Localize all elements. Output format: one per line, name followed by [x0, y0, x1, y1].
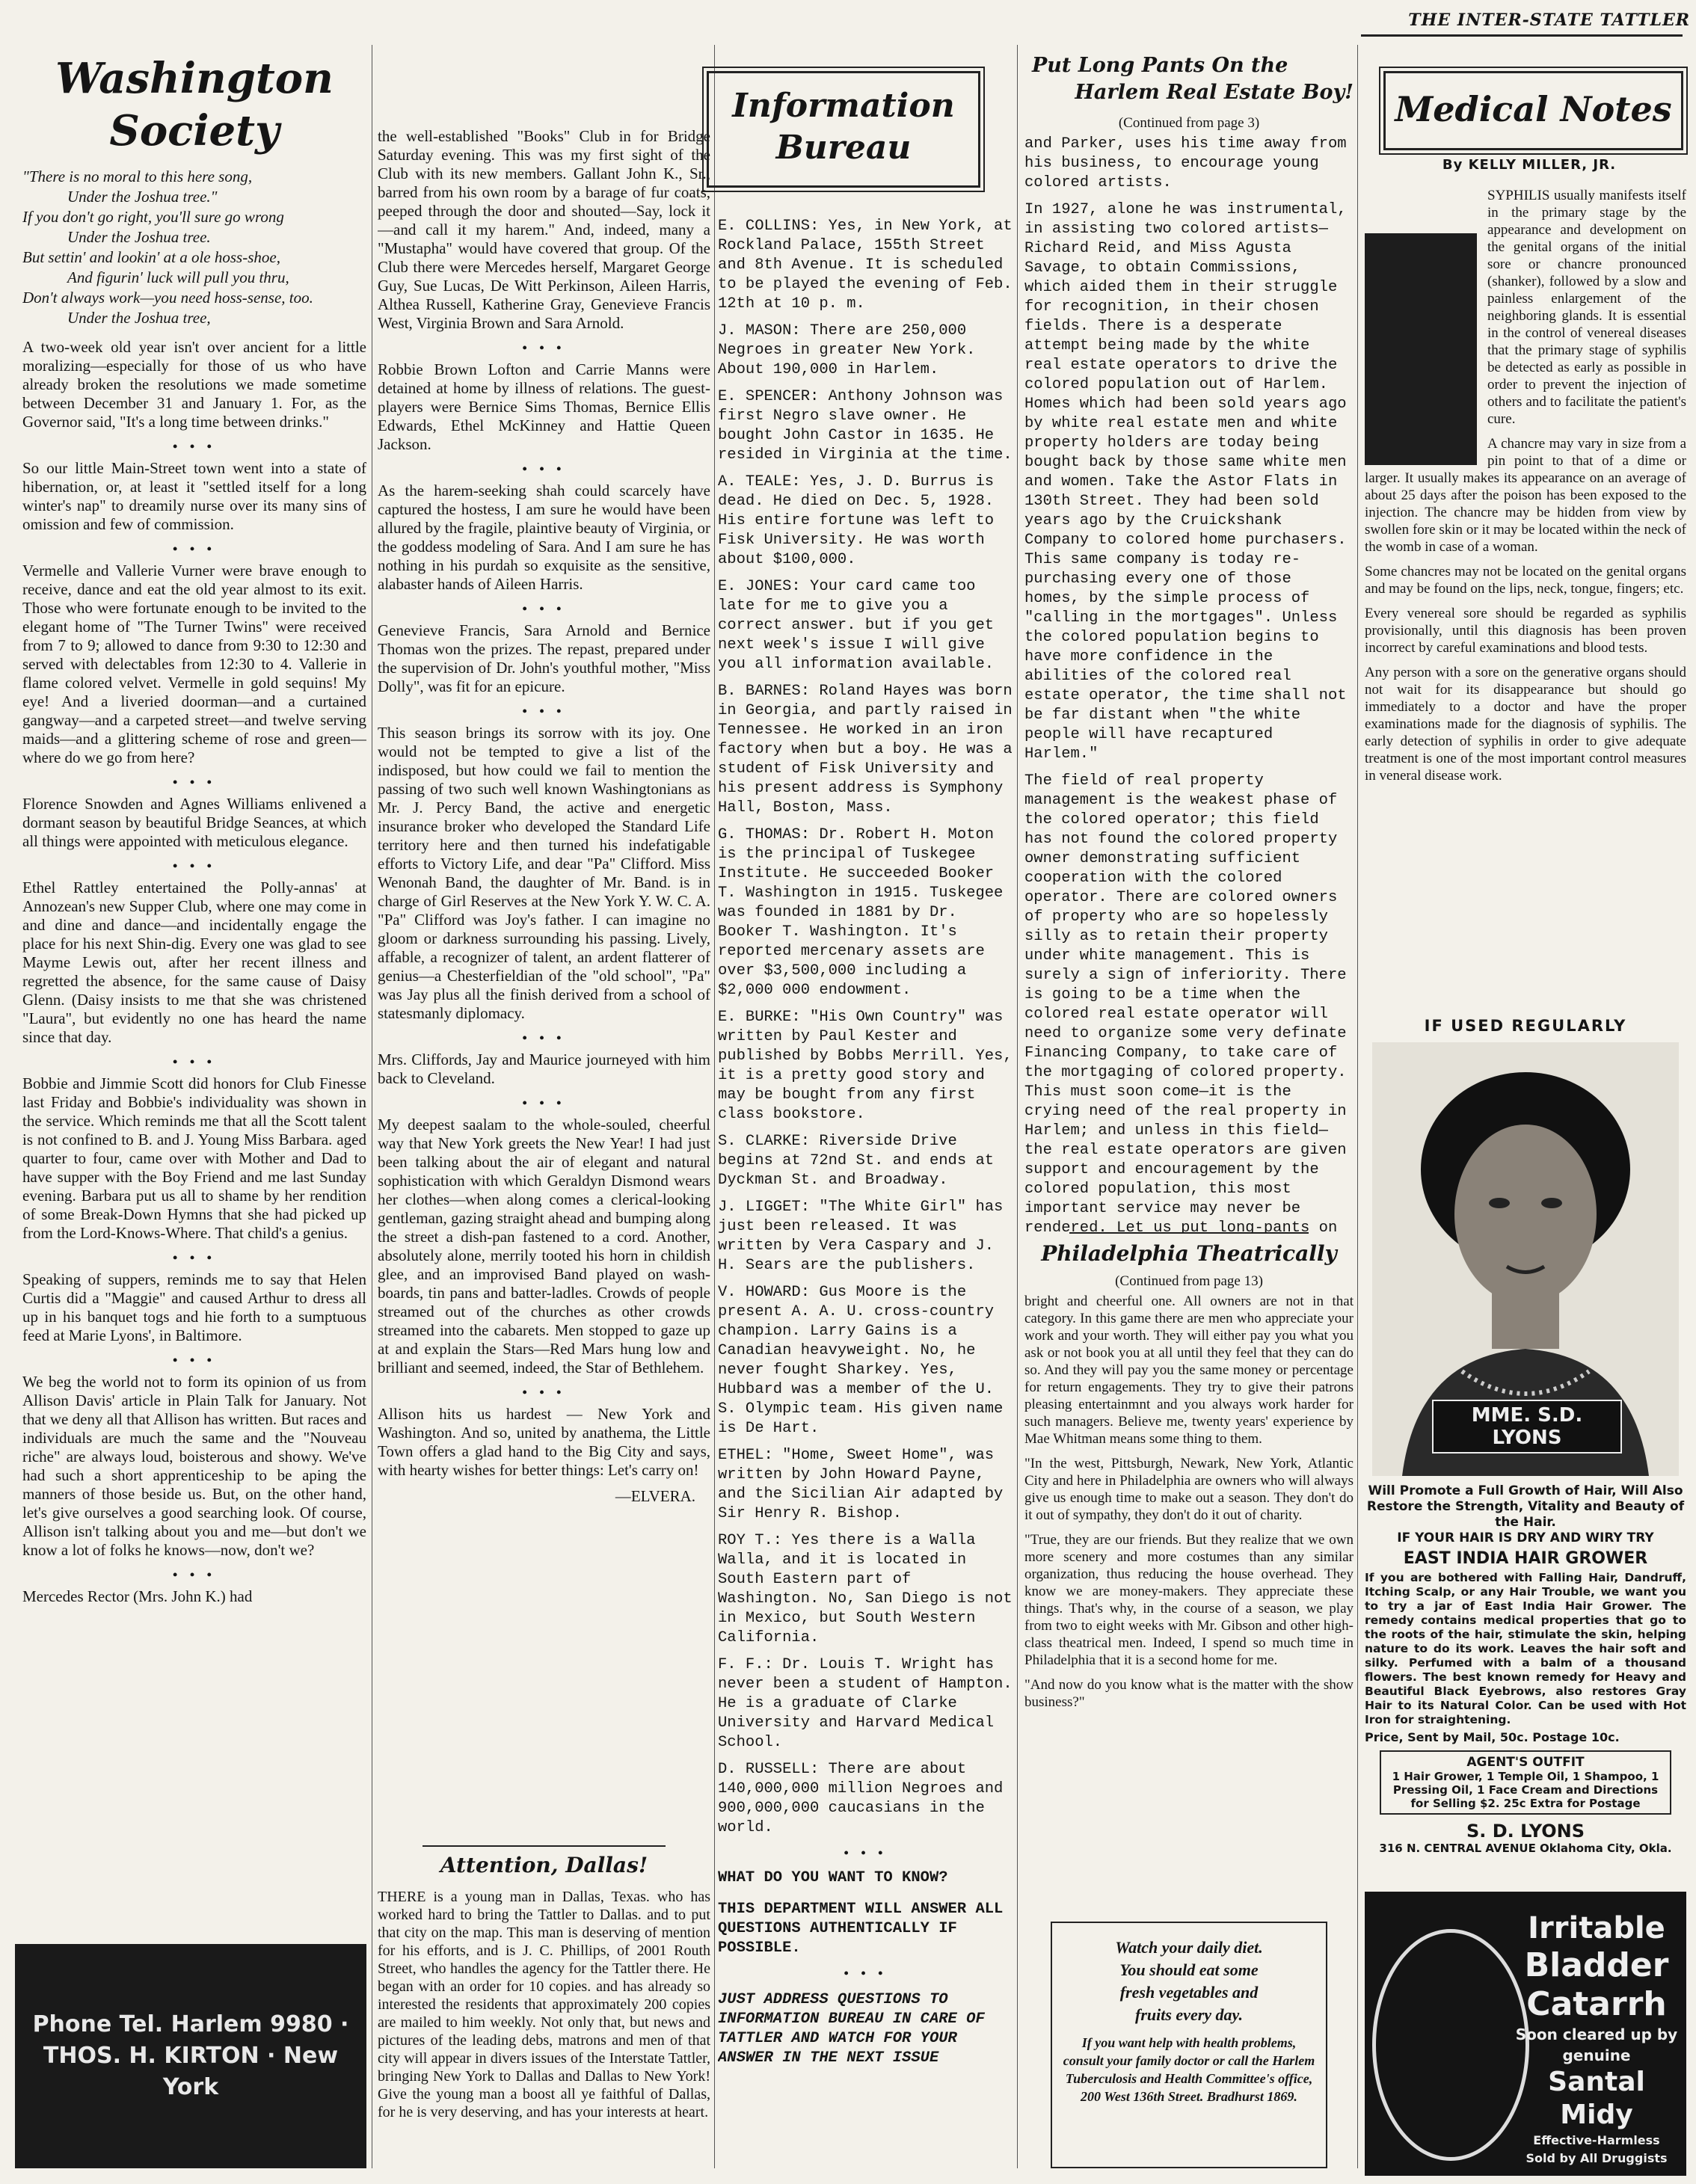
bureau-entry: D. RUSSELL: There are about 140,000,000 million Negroes and 900,000,000 caucasians in the world.: [718, 1761, 1004, 1836]
washington-society-headline: Washington Society: [55, 54, 334, 156]
section-stars: • • •: [522, 1385, 566, 1400]
society-paragraph: Ethel Rattley entertained the Polly-annas' at Annozean's new Supper Club, where one may come in and dine and dance—and incidentally engage the place for his next Shin-dig. Every one was glad to see Mayme Lewis out, after her recent illness and regretted the absence, for the same cause of Daisy Glenn. (Daisy insists to me that she was christened "Laura", but evidently no one has heard the name since that day.: [22, 879, 366, 1046]
dallas-headline: Attention, Dallas!: [440, 1853, 648, 1877]
bureau-entry: E. COLLINS: Yes, in New York, at Rockland Palace, 155th Street and 8th Avenue. It is scheduled to be played the evening of Feb. 12th at 10 p. m.: [718, 218, 1013, 313]
poem-line: But settin' and lookin' at a ole hoss-shoe,: [22, 248, 280, 266]
information-bureau-entries: [718, 217, 1013, 1838]
kirton-ad-text: Phone Tel. Harlem 9980 · THOS. H. KIRTON · New York: [32, 2011, 349, 2100]
poem: [22, 167, 366, 327]
signature: —ELVERA.: [615, 1487, 695, 1505]
outfit-title: AGENT'S OUTFIT: [1466, 1755, 1585, 1770]
philadelphia-paragraph: bright and cheerful one. All owners are not in that category. In this game there are men who appreciate your work and your worth. They will either pay you what you ask or not book you at all until they feel that they can do so. And they will pay you the same money or percentage for return engagements. They try to give their patrons pleasing entertainmnt and you always work harder for such managers. Believe me, twenty years' experience by Mae Whitman means some thing to them.: [1024, 1294, 1354, 1447]
poem-line: Under the Joshua tree,: [67, 309, 211, 327]
bureau-entry: V. HOWARD: Gus Moore is the present A. A. U. cross-country champion. Larry Gains is a Canadian heavyweight. No, he never fought Sharkey. Yes, Hubbard was a member of the U. S. Olympic team. His given name is De Hart.: [718, 1284, 1004, 1437]
medical-notes-headbox: [1383, 71, 1683, 150]
information-bureau-headbox: [707, 71, 980, 188]
society-paragraph: the well-established "Books" Club in for Bridge Saturday evening. This was my first sight of the Club with its new members. Gallant John K., Sr., barred from his own room by a barage of fur coats, peeped through the door and shouted—Say, lock it—and call it my harem." And, indeed, many a "Mustapha" would have covered that group. Of the Club there were Mercedes herself, Margaret George Guy, Sue Lucas, De Witt Perkinson, Aileen Harris, Althea Russell, Katherine Gray, Genevieve Francis West, Virginia Brown and Sara Arnold.: [378, 127, 710, 332]
section-stars: • • •: [173, 858, 216, 873]
poem-line: If you don't go right, you'll sure go wrong: [22, 208, 284, 226]
column-divider: [1017, 45, 1018, 2168]
column-information-bureau: [718, 217, 1013, 2168]
section-stars: • • •: [844, 1845, 888, 1860]
lyons-name-plate: MME. S.D. LYONS: [1432, 1400, 1622, 1454]
bladder-ad-line: Catarrh: [1526, 1985, 1667, 2023]
section-stars: • • •: [173, 775, 216, 790]
real-estate-paragraph: and Parker, uses his time away from his business, to encourage young colored artists.: [1024, 135, 1347, 191]
bladder-ad-text: [1514, 1910, 1679, 2168]
ad-company: S. D. LYONS: [1466, 1821, 1585, 1842]
bureau-entry: G. THOMAS: Dr. Robert H. Moton is the principal of Tuskegee Institute. He succeeded Booker T. Washington in 1915. Tuskegee was founded in 1881 by Dr. Booker T. Washington. It's reported mercenary assets are over $3,500,000 including a $2,000 000 endowment.: [718, 826, 1004, 999]
section-stars: • • •: [173, 541, 216, 556]
section-stars: • • •: [522, 1030, 566, 1045]
philly-rule: [1069, 1232, 1309, 1234]
health-line: fruits every day.: [1135, 2005, 1243, 2024]
society-paragraph: Robbie Brown Lofton and Carrie Manns were detained at home by illness of relations. The guest-players were Bernice Sims Thomas, Bernice Ellis Edwards, Ethel McKinney and Hattie Queen Jackson.: [378, 360, 710, 453]
health-line: If you want help with health problems, consult your family doctor or call the Harlem Tuberculosis and Health Committee's office, 200 West 136th Street. Bradhurst 1869.: [1063, 2035, 1315, 2104]
column-medical-notes: [1365, 187, 1686, 1009]
philadelphia-paragraph: "And now do you know what is the matter with the show business?": [1024, 1677, 1354, 1710]
bureau-entry: J. MASON: There are 250,000 Negroes in greater New York. About 190,000 in Harlem.: [718, 322, 976, 378]
column-harlem-real-estate: [1024, 52, 1354, 1234]
medical-paragraph: SYPHILIS usually manifests itself in the primary stage by the appearance and development on the genital organs of the initial sore or chancre pronounced (shanker), followed by a slow and painless enlargement of the neighboring glands. It is essential in the control of venereal diseases that the primary stage of syphilis be detected as early as possible in order to prevent the injection of others and to facilitate the patient's cure.: [1487, 188, 1686, 427]
real-estate-body: [1024, 135, 1354, 1234]
society-continued-body: [378, 127, 710, 1480]
information-bureau-title-1: Information: [732, 87, 955, 125]
column-washington-society: [22, 52, 366, 1907]
ad-top-text: IF USED REGULARLY: [1424, 1017, 1627, 1035]
poem-line: Under the Joshua tree.": [67, 188, 218, 206]
column-divider: [714, 45, 715, 2168]
society-paragraph: Mercedes Rector (Mrs. John K.) had: [22, 1587, 253, 1605]
health-line: fresh vegetables and: [1119, 1983, 1259, 2002]
section-stars: • • •: [522, 461, 566, 476]
section-stars: • • •: [173, 1353, 216, 1368]
section-stars: • • •: [173, 1054, 216, 1069]
philadelphia-paragraph: "True, they are our friends. But they realize that we own more scenery and more costumes than any similar organization, thus reducing the house overhead. They know we are money-makers. They appreciate these things. That's why, in the course of a season, we play from two to eight weeks with Mr. Gibson and other high-class theatrical men. Indeed, I spend so much time in Philadelphia that it is a second home for me.: [1024, 1532, 1354, 1668]
health-box-text: [1063, 1937, 1315, 2105]
bureau-entry: E. BURKE: "His Own Country" was written by Paul Kester and published by Bobbs Merrill. Yes, it is a pretty good story and may be bought from any first class bookstore.: [718, 1009, 1013, 1123]
medical-notes-headline: Medical Notes: [1395, 89, 1672, 129]
real-estate-paragraph: In 1927, alone he was instrumental, in assisting two colored artists—Richard Reid, and Miss Agusta Savage, to obtain Commissions, which aided them in their struggle for recognition, in their chosen fields. There is a desperate attempt being made by the white real estate operators to drive the colored population out of Harlem. Homes which had been sold years ago by white real estate men and white property holders are today being bought back by those same white men and women. Take the Astor Flats in 130th Street. They had been sold years ago by the Cruickshank Company to colored home purchasers. This same company is today re-purchasing every one of those homes, by the simple process of "calling in the mortgages". Unless the colored population begins to have more confidence in the abilities of the colored real estate operator, the time shall not be far distant when "the white people will have recaptured Harlem.": [1024, 201, 1347, 763]
column-divider: [1357, 45, 1358, 2168]
bladder-ad: [1365, 1892, 1686, 2176]
society-paragraph: This season brings its sorrow with its joy. One would not be tempted to give a list of the indisposed, but how could we fail to mention the passing of two such well known Washingtonians as Mr. J. Percy Band, the active and energetic insurance broker who developed the Standard Life territory here and then turned his indefatigable efforts to Victory Life, and dear "Pa" Clifford. Miss Wenonah Band, the daughter of Mr. Band. is in charge of Girl Reserves at the New York Y. W. C. A. "Pa" Clifford was Joy's father. I can imagine no gloom or darkness surrounding his passing. Lively, affable, a recognizer of talent, an ardent flatterer of genius—a Chesterfieldian of the "old school", "Pa" was Jay plus all the finish derived from a school of statesmanly diplomacy.: [378, 724, 710, 1022]
poem-line: "There is no moral to this here song,: [22, 167, 253, 185]
section-stars: • • •: [522, 704, 566, 719]
bladder-ad-line: Irritable: [1528, 1911, 1665, 1945]
bureau-entry: J. LIGGET: "The White Girl" has just been released. It was written by Vera Caspary and J. H. Sears are the publishers.: [718, 1199, 1004, 1274]
philadelphia-headline: Philadelphia Theatrically: [1041, 1241, 1337, 1266]
section-stars: • • •: [522, 340, 566, 355]
society-paragraph: Genevieve Francis, Sara Arnold and Bernice Thomas won the prizes. The repast, prepared under the supervision of Dr. John's youthful mother, "Miss Dolly", was fit for an epicure.: [378, 621, 710, 695]
agent-outfit-box: [1380, 1750, 1671, 1815]
medical-paragraph: A chancre may vary in size from a pin point to that of a dime or larger. It usually makes its appearance on an average of about 25 days after the poison has been exposed to the injection. The chancre may be hidden from view by swollen fore skin or it may be located within the neck of the womb in case of a woman.: [1365, 436, 1686, 555]
real-estate-headline-1: Put Long Pants On the: [1032, 54, 1288, 77]
medical-paragraph: Every venereal sore should be regarded as syphilis provisionally, until this diagnosis has been proven incorrect by careful examinations and blood tests.: [1365, 606, 1686, 656]
dallas-text: THERE is a young man in Dallas, Texas. who has worked hard to bring the Tattler to Dallas. and to put that city on the map. This man is deserving of mention for his efforts, and is J. C. Phillips, of 2001 Routh Street, who handles the agency for the Tattler there. He began with an order for 10 copies. and has already so interested the residents that approximately 200 copies are mailed to him weekly. Not only that, but news and pictures of the leading debs, matrons and men of that city will appear in divers issues of the Interstate Tattler, bringing New York to Dallas and Dallas to New York! Give the young man a boost all ye faithful of Dallas, for he is very deserving, and has your interests at heart.: [378, 1889, 710, 2120]
bureau-entry: E. SPENCER: Anthony Johnson was first Negro slave owner. He bought John Castor in 1635. He resided in Virginia at the time.: [718, 388, 1013, 464]
philadelphia-continued: (Continued from page 13): [1115, 1273, 1263, 1289]
ad-product: EAST INDIA HAIR GROWER: [1403, 1549, 1648, 1568]
real-estate-paragraph: The field of real property management is the weakest phase of the colored operator; this field has not found the colored property owner demonstrating sufficient cooperation with the colored operator. There are colored owners of property who are so hopelessly silly as to retain their property under white management. This is surely a sign of inferiority. There is going to be a time when the colored real estate operator will need to organize some very definate Financing Company, to take care of the mortgaging of colored property. This must soon come—it is the crying need of the real property in Harlem; and unless in this field—the real estate operators are given support and encouragement by the colored population, this most important service may never be rendered. Let us put long-pants on: [1024, 772, 1347, 1234]
ad-body: If you are bothered with Falling Hair, Dandruff, Itching Scalp, or any Hair Trouble, we want you to try a jar of East India Hair Grower. The remedy contains medical properties that go to the roots of the hair, stimulate the skin, helping nature to do its work. Leaves the hair soft and silky. Perfumed with a balm of a thousand flowers. The best known remedy for Heavy and Beautiful Black Eyebrows, also restores Gray Hair to its Natural Color. Can be used with Hot Iron for straightening.: [1365, 1571, 1686, 1726]
medical-notes-byline: By KELLY MILLER, JR.: [1442, 157, 1617, 173]
philadelphia-body: [1024, 1293, 1354, 1711]
society-paragraph: My deepest saalam to the whole-souled, cheerful way that New York greets the New Year! I had just been talking about the air of elegant and natural sophistication with which Geraldyn Dismond wears her clothes—when along comes a clerical-looking gentleman, gazing straight ahead and bumping along the street a dish-pan fastened to a cord. Another, absolutely alone, merrily tooted his horn in childish glee, and an improvised Band played on wash-boards, tin pans and batter-ladles. Crowds of people streamed out of the churches as other crowds streamed into the cabarets. Men stopped to gaze up at and explain the Stars—Red Mars hung low and brilliant and seemed, indeed, the Star of Bethlehem.: [378, 1116, 710, 1376]
kirton-ad: [15, 1944, 366, 2168]
poem-line: Don't always work—you need hoss-sense, too.: [22, 289, 313, 307]
society-paragraph: We beg the world not to form its opinion of us from Allison Davis' article in Plain Talk for January. Not that we deny all that Allison has written. But races and individuals are much the same and the "Nouveau riche" are always loud, boisterous and showy. We've had such a short apprenticeship to be aping the manners of those beside us. But, on the other hand, let's give ourselves a good searching look. Of course, Allison isn't talking about you and me—but don't we know a lot of folks he knows—now, don't we?: [22, 1373, 366, 1559]
ad-dry: IF YOUR HAIR IS DRY AND WIRY TRY: [1397, 1531, 1654, 1545]
ad-promise: Will Promote a Full Growth of Hair, Will Also Restore the Strength, Vitality and Beauty of the Hair.: [1366, 1483, 1685, 1530]
section-stars: • • •: [522, 601, 566, 616]
health-line: You should eat some: [1119, 1960, 1259, 1979]
section-stars: • • •: [522, 1095, 566, 1110]
medical-paragraph: Some chancres may not be located on the genital organs and may be found on the lips, neck, tongue, fingers; etc.: [1365, 564, 1686, 597]
want-to-know: WHAT DO YOU WANT TO KNOW?: [718, 1869, 948, 1886]
bladder-ad-line: Soon cleared up by genuine: [1515, 2025, 1678, 2064]
philadelphia-article: [1024, 1226, 1354, 1884]
bladder-clock-shape: [1372, 1929, 1529, 2161]
poem-line: And figurin' luck will pull you thru,: [67, 268, 289, 286]
section-stars: • • •: [173, 439, 216, 454]
lyons-ad: [1365, 1017, 1686, 1877]
society-paragraph: As the harem-seeking shah could scarcely have captured the hostess, I am sure he would have been allured by the fragile, plaintive beauty of Virginia, or the goddess modeling of Sara. And I am sure he has nothing in his purdah so exquisite as the sensitive, alabaster hands of Aileen Harris.: [378, 482, 710, 593]
society-paragraph: Allison hits us hardest — New York and Washington. And so, united by anathema, the Little Town offers a glad hand to the Big City and says, with hearty wishes for better things: Let's carry on!: [378, 1405, 710, 1479]
masthead: THE INTER-STATE TATTLER: [1408, 10, 1690, 30]
information-bureau-title-2: Bureau: [775, 129, 912, 167]
section-stars: • • •: [173, 1567, 216, 1582]
bureau-entry: F. F.: Dr. Louis T. Wright has never been a student of Hampton. He is a graduate of Clarke University and Harvard Medical School.: [718, 1656, 1013, 1751]
washington-society-body: [22, 338, 366, 1606]
society-paragraph: Florence Snowden and Agnes Williams enlivened a dormant season by beautiful Bridge Seances, at which all things were appointed with meticulous elegance.: [22, 795, 366, 850]
society-paragraph: So our little Main-Street town went into a state of hibernation, or, at least it "settled itself for a long winter's nap" to dreamily nurse over its many sins of omission and few of commission.: [22, 459, 366, 533]
outfit-body: 1 Hair Grower, 1 Temple Oil, 1 Shampoo, 1 Pressing Oil, 1 Face Cream and Directions for Selling $2. 25c Extra for Postage: [1392, 1770, 1659, 1810]
dallas-rule: [423, 1845, 666, 1847]
health-line: Watch your daily diet.: [1115, 1938, 1263, 1957]
bureau-entry: ETHEL: "Home, Sweet Home", was written by John Howard Payne, and the Sicilian Air adapted by Sir Henry R. Bishop.: [718, 1447, 1004, 1522]
bureau-entry: B. BARNES: Roland Hayes was born in Georgia, and partly raised in Tennessee. He worked in an iron factory when but a boy. He was a student of Fisk University and his present address is Symphony Hall, Boston, Mass.: [718, 683, 1013, 816]
poem-line: Under the Joshua tree.: [67, 228, 211, 246]
lyons-portrait: [1372, 1042, 1679, 1476]
bureau-entry: E. JONES: Your card came too late for me to give you a correct answer. but if you get next week's issue I will give you all information available.: [718, 578, 995, 673]
bladder-ad-line: Sold by All Druggists: [1526, 2151, 1668, 2165]
masthead-rule: [1361, 34, 1683, 37]
address-note: JUST ADDRESS QUESTIONS TO INFORMATION BUREAU IN CARE OF TATTLER AND WATCH FOR YOUR ANSWER IN THE NEXT ISSUE: [718, 1991, 985, 2067]
philadelphia-paragraph: "In the west, Pittsburgh, Newark, New York, Atlantic City and here in Philadelphia are owners who will always give us enough time to make out a season. They don't do it out of sympathy, they don't do it out of charity.: [1024, 1456, 1354, 1523]
society-paragraph: Speaking of suppers, reminds me to say that Helen Curtis did a "Maggie" and caused Arthur to dress all up in his banquet togs and hie forth to a sumptuous feed at Marie Lyons', in Baltimore.: [22, 1270, 366, 1344]
society-paragraph: Mrs. Cliffords, Jay and Maurice journeyed with him back to Cleveland.: [378, 1051, 710, 1087]
real-estate-headline-2: Harlem Real Estate Boy!: [1075, 81, 1354, 104]
department-note: THIS DEPARTMENT WILL ANSWER ALL QUESTIONS AUTHENTICALLY IF POSSIBLE.: [718, 1901, 1004, 1957]
dallas-article: [378, 1839, 710, 2176]
medical-paragraph: Any person with a sore on the generative organs should not wait for its disappearance but should go immediately to a doctor and have the proper examinations made for the diagnosis of syphilis. The early detection of syphilis in order to give adequate treatment is one of the most important control measures in veneral disease work.: [1365, 665, 1686, 784]
society-paragraph: Bobbie and Jimmie Scott did honors for Club Finesse last Friday and Bobbie's individuality was shown in the service. Which reminds me that all the Scott talent is not confined to B. and J. Young Miss Barbara. aged quarter to four, came over with Mother and Dad to have supper with the Boy Friend and me last Sunday evening. Barbara put us all to shame by her rendition of some Break-Down Hymns that she had picked up from the Lord-Knows-Where. That child's a genius.: [22, 1074, 366, 1242]
ad-address: 316 N. CENTRAL AVENUE Oklahoma City, Okla.: [1379, 1842, 1672, 1855]
ad-price: Price, Sent by Mail, 50c. Postage 10c.: [1365, 1730, 1620, 1744]
bladder-ad-line: Santal Midy: [1548, 2067, 1645, 2130]
bureau-entry: A. TEALE: Yes, J. D. Burrus is dead. He died on Dec. 5, 1928. His entire fortune was left to Fisk University. He was worth about $100,000.: [718, 473, 995, 568]
society-paragraph: A two-week old year isn't over ancient for a little moralizing—especially for those of us who have already broken the resolutions we made sometime between December 31 and January 1. For, as the Governor said, "It's a long time between drinks.": [22, 338, 366, 431]
bladder-ad-line: Bladder: [1524, 1946, 1669, 1984]
society-paragraph: Vermelle and Vallerie Vurner were brave enough to receive, dance and eat the old year almost to its exit. Those who were fortunate enough to be invited to the elegant home of "The Turner Twins" were received from 7 to 9; allowed to dance from 9:30 to 12:30 and served with delectables from 12:30 to 4. Vallerie in flame colored velvet. Vermelle in gold sequins! My eye! And a liveried doorman—and a curtained gangway—and a carpeted street—and twelve serving maids—and a glittering scheme of rose and green—where do we go from here?: [22, 562, 366, 766]
health-box: [1051, 1922, 1327, 2168]
column-society-continued: [378, 127, 710, 1824]
bladder-ad-line: Effective-Harmless: [1533, 2133, 1660, 2147]
section-stars: • • •: [844, 1966, 888, 1981]
real-estate-continued: (Continued from page 3): [1118, 115, 1260, 131]
bureau-entry: ROY T.: Yes there is a Walla Walla, and it is located in South Eastern part of Washington. No, San Diego is not in Mexico, but South Western California.: [718, 1532, 1013, 1646]
bureau-entry: S. CLARKE: Riverside Drive begins at 72nd St. and ends at Dyckman St. and Broadway.: [718, 1133, 995, 1189]
section-stars: • • •: [173, 1250, 216, 1265]
medical-photo: [1365, 233, 1477, 465]
